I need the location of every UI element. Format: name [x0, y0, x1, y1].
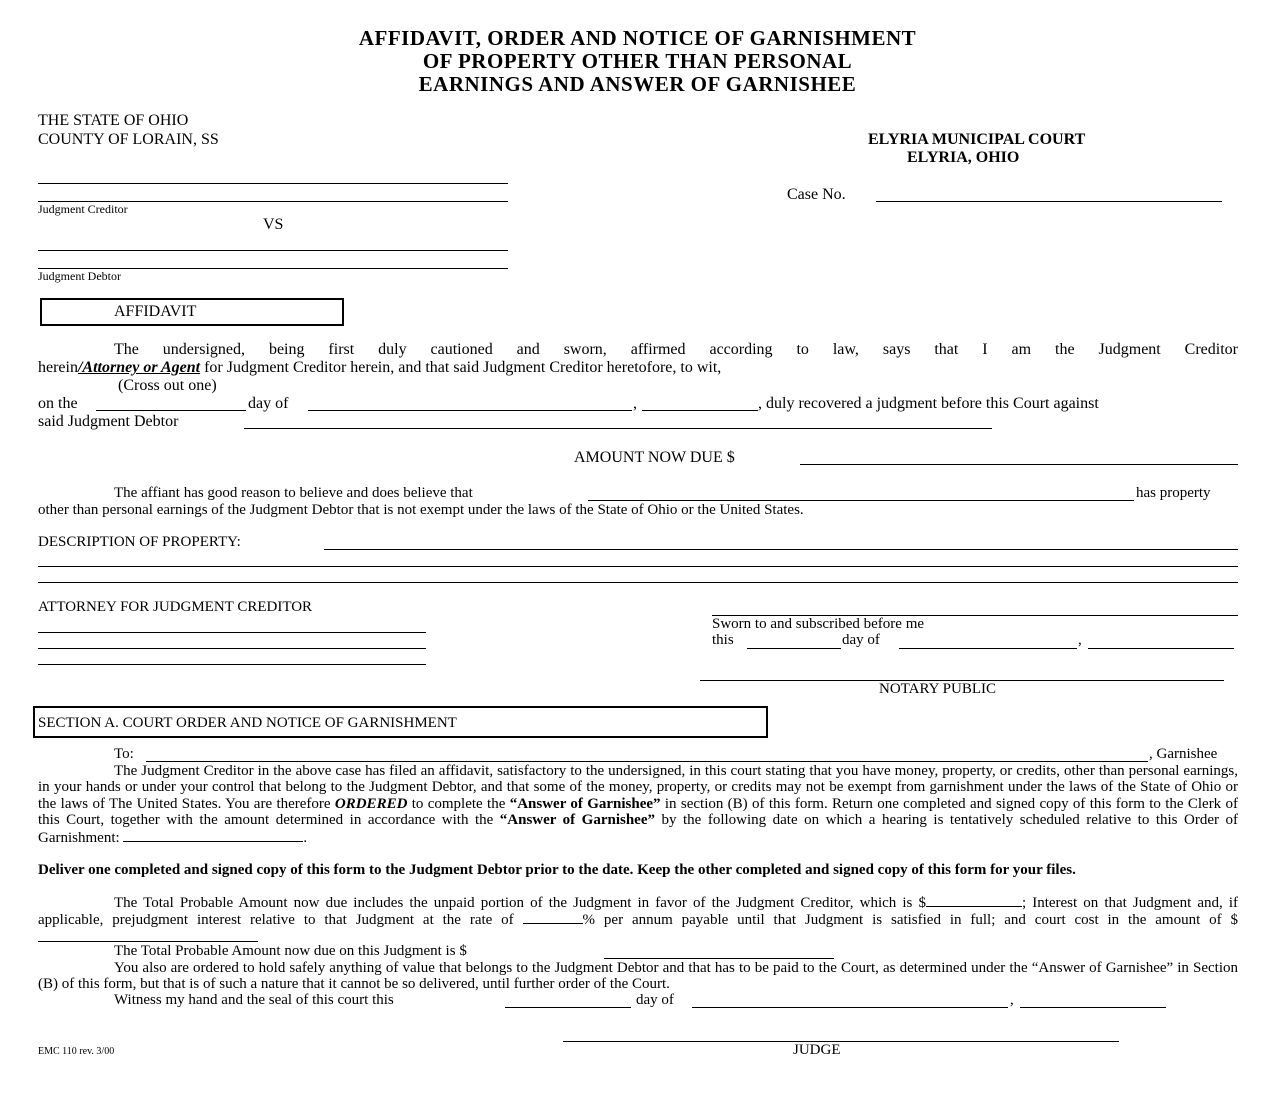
total-text-c: % per annum payable until that Judgment is satisfied in full; and court cost in the amount of $ [582, 912, 1238, 929]
date-comma: , [633, 395, 637, 412]
court-cost-field[interactable] [38, 929, 258, 942]
to-label: To: [114, 746, 134, 762]
garnishee-label: , Garnishee [1149, 746, 1218, 762]
garnishee-name-field[interactable] [588, 500, 1134, 501]
cross-out-note: (Cross out one) [118, 377, 217, 394]
witness-text: Witness my hand and the seal of this court this [114, 992, 394, 1008]
ordered-text: ORDERED [334, 795, 408, 812]
order-paragraph: The Judgment Creditor in the above case has filed an affidavit, satisfactory to the undersigned, in this court stating that you have money, property, or credits, other than personal earnings, in your hands or under your control that belong to the Judgment Debtor, and that some of the money, property, or credits may not be exempt from garnishment under the laws of the State of Ohio or the laws of The United States. You are therefore ORDERED to complete the “Answer of Garnishee” in section (B) of this form. Return one completed and signed copy of this form to the Clerk of this Court, together with the amount determined in accordance with the “Answer of Garnishee” by the following date on which a hearing is tentatively scheduled relative to this Order of Garnishment: . [38, 763, 1239, 846]
judge-signature-line[interactable] [563, 1041, 1119, 1042]
witness-year-field[interactable] [1020, 1007, 1166, 1008]
affidavit-para-lead: The undersigned, being first duly cautioned and sworn, affirmed according to law, says that I am the Judgment Creditor [114, 341, 1238, 358]
witness-month-field[interactable] [692, 1007, 1008, 1008]
notary-public-label: NOTARY PUBLIC [879, 681, 997, 697]
hearing-date-field[interactable] [123, 829, 303, 842]
court-name: ELYRIA MUNICIPAL COURT [868, 131, 1086, 148]
vs-label: VS [263, 216, 284, 233]
hold-paragraph: You also are ordered to hold safely anything of value that belongs to the Judgment Debtor and that has to be paid to the Court, as determined under the “Answer of Garnishee” in Section (B) of this form, but that is of such a nature that it cannot be so delivered, until further order of the Court. [38, 960, 1238, 993]
affidavit-para-line-2 [38, 359, 721, 377]
description-label: DESCRIPTION OF PROPERTY: [38, 534, 241, 550]
sworn-comma: , [1078, 632, 1082, 648]
judgment-debtor-label: Judgment Debtor [38, 269, 121, 283]
amount-due-label: AMOUNT NOW DUE $ [574, 449, 735, 466]
day-of-label: day of [248, 395, 289, 412]
recovered-text: , duly recovered a judgment before this Court against [758, 395, 1099, 412]
deliver-instruction: Deliver one completed and signed copy of this form to the Judgment Debtor prior to the date. Keep the other completed and signed copy of this form for your files. [38, 862, 1076, 878]
sworn-day-of-label: day of [842, 632, 880, 648]
sworn-text: Sworn to and subscribed before me [712, 616, 925, 632]
property-statement: other than personal earnings of the Judgment Debtor that is not exempt under the laws of the State of Ohio or the United States. [38, 502, 804, 518]
attorney-line-2[interactable] [38, 648, 426, 649]
herein-text: herein [38, 359, 78, 376]
sworn-this-label: this [712, 632, 734, 648]
sworn-day-field[interactable] [747, 648, 841, 649]
order-text-b: to complete the [407, 795, 510, 812]
judgment-day-field[interactable] [96, 410, 246, 411]
section-a-heading-box [33, 706, 768, 738]
case-no-field[interactable] [876, 201, 1222, 202]
order-text-d: by the following date on which a hearing is tentatively scheduled relative to this Order of Garnishment: [38, 812, 1238, 846]
total-text-b: ; Interest on that Judgment and, if applicable, prejudgment interest relative to that Judgment at the rate of [38, 895, 1238, 929]
case-no-label: Case No. [787, 186, 846, 203]
title-line-2: OF PROPERTY OTHER THAN PERSONAL [422, 49, 853, 73]
total-due-text: The Total Probable Amount now due on this Judgment is $ [114, 943, 467, 959]
court-city: ELYRIA, OHIO [907, 149, 1020, 166]
attorney-heading: ATTORNEY FOR JUDGMENT CREDITOR [38, 599, 313, 615]
has-property-text: has property [1136, 485, 1211, 501]
garnishee-field[interactable] [146, 761, 1148, 762]
total-due-field[interactable] [604, 958, 834, 959]
creditor-line-1[interactable] [38, 183, 508, 184]
witness-day-field[interactable] [505, 1007, 631, 1008]
attorney-line-3[interactable] [38, 664, 426, 665]
judgment-creditor-label: Judgment Creditor [38, 202, 128, 216]
debtor-line-1[interactable] [38, 250, 508, 251]
witness-comma: , [1010, 992, 1014, 1008]
witness-day-of-label: day of [636, 992, 674, 1008]
state-of-ohio: THE STATE OF OHIO [38, 112, 189, 129]
sworn-year-field[interactable] [1088, 648, 1234, 649]
amount-due-field[interactable] [800, 464, 1238, 465]
description-line-1[interactable] [324, 549, 1238, 550]
answer-of-garnishee-2: “Answer of Garnishee” [499, 812, 655, 829]
title-line-1: AFFIDAVIT, ORDER AND NOTICE OF GARNISHMENT [358, 26, 917, 50]
interest-rate-field[interactable] [523, 911, 583, 924]
said-debtor-field[interactable] [244, 428, 992, 429]
affidavit-heading: AFFIDAVIT [114, 303, 197, 320]
title-line-3: EARNINGS AND ANSWER OF GARNISHEE [418, 72, 857, 96]
judgment-month-field[interactable] [308, 410, 632, 411]
attorney-line-1[interactable] [38, 632, 426, 633]
total-text-a: The Total Probable Amount now due includes the unpaid portion of the Judgment in favor of the Judgment Creditor, which is $ [114, 895, 926, 911]
form-code: EMC 110 rev. 3/00 [38, 1046, 115, 1057]
attorney-or-agent: /Attorney or Agent [77, 359, 201, 376]
section-a-heading: SECTION A. COURT ORDER AND NOTICE OF GARNISHMENT [38, 715, 457, 731]
order-text-c: in section (B) of this form. Return one completed and signed copy of this form to the Clerk of this Court, together with the amount determined in accordance with the [38, 795, 1239, 829]
affidavit-para-rest: for Judgment Creditor herein, and that said Judgment Creditor heretofore, to wit, [200, 359, 722, 376]
judge-label: JUDGE [793, 1042, 841, 1058]
believe-text: The affiant has good reason to believe and does believe that [114, 485, 473, 501]
unpaid-judgment-field[interactable] [926, 894, 1022, 907]
description-line-3[interactable] [38, 582, 1238, 583]
order-text-a: The Judgment Creditor in the above case has filed an affidavit, satisfactory to the undersigned, in this court stating that you have money, property, or credits, other than personal earnings, in your hands or under your control that belong to the Judgment Debtor, and that some of the money, property, or credits may not be exempt from garnishment under the laws of the State of Ohio or the laws of The United States. You are therefore [38, 763, 1238, 812]
description-line-2[interactable] [38, 566, 1238, 567]
sworn-month-field[interactable] [899, 648, 1077, 649]
said-debtor-label: said Judgment Debtor [38, 413, 179, 430]
county: COUNTY OF LORAIN, SS [38, 131, 219, 148]
judgment-year-field[interactable] [642, 410, 758, 411]
affidavit-heading-box [40, 298, 344, 326]
on-the-label: on the [38, 395, 78, 412]
total-paragraph [38, 894, 1238, 946]
answer-of-garnishee-1: “Answer of Garnishee” [509, 795, 661, 812]
